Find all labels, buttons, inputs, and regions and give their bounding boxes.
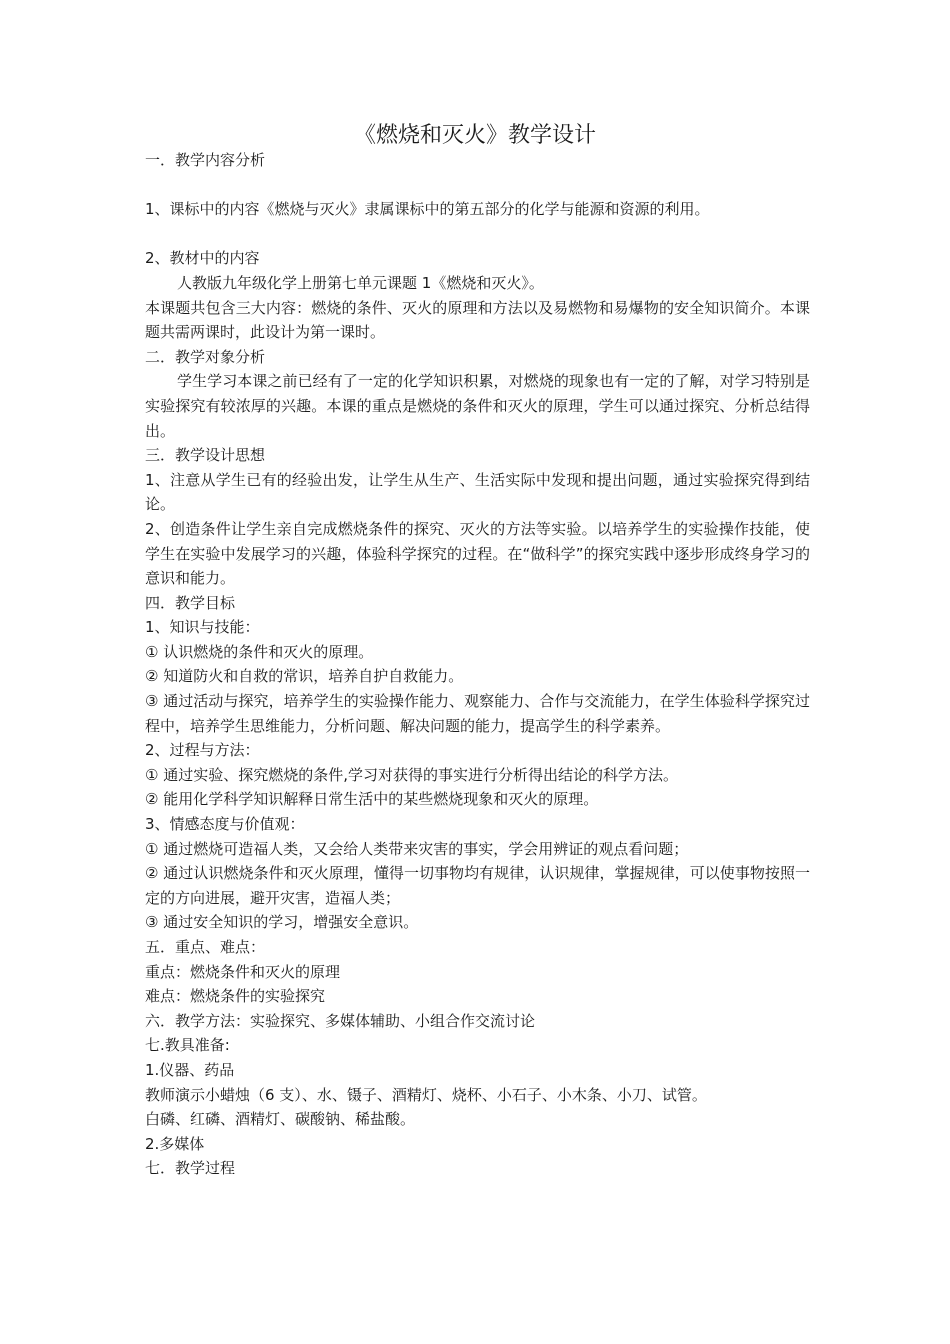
objective-item: ③ 通过安全知识的学习，增强安全意识。 <box>145 913 419 932</box>
section-heading-teaching-aids: 七.教具准备: <box>145 1036 230 1055</box>
subheading-process-methods: 2、过程与方法： <box>145 741 260 760</box>
objective-item: ③ 通过活动与探究，培养学生的实验操作能力、观察能力、合作与交流能力，在学生体验科学探究过程中，培养学生思维能力，分析问题、解决问题的能力，提高学生的科学素养。 <box>145 692 810 735</box>
subheading-multimedia: 2.多媒体 <box>145 1134 205 1153</box>
paragraph-student-analysis: 学生学习本课之前已经有了一定的化学知识积累，对燃烧的现象也有一定的了解，对学习特别是实验探究有较浓厚的兴趣。本课的重点是燃烧的条件和灭火的原理，学生可以通过探究、分析总结得出。 <box>145 372 810 440</box>
objective-item: ② 知道防火和自救的常识，培养自护自救能力。 <box>145 667 464 686</box>
objective-item: ① 认识燃烧的条件和灭火的原理。 <box>145 642 374 661</box>
paragraph-instrument-list: 教师演示小蜡烛（6 支）、水、镊子、酒精灯、烧杯、小石子、小木条、小刀、试管。 <box>145 1085 707 1104</box>
paragraph-topic-summary: 本课题共包含三大内容：燃烧的条件、灭火的原理和方法以及易燃物和易爆物的安全知识简介。本课题共需两课时，此设计为第一课时。 <box>145 298 810 342</box>
objective-item: ② 能用化学科学知识解释日常生活中的某些燃烧现象和灭火的原理。 <box>145 790 599 809</box>
paragraph-textbook-edition: 人教版九年级化学上册第七单元课题 1《燃烧和灭火》。 <box>177 273 544 292</box>
paragraph-chemical-list: 白磷、红磷、酒精灯、碳酸钠、稀盐酸。 <box>145 1110 416 1129</box>
objective-item: ② 通过认识燃烧条件和灭火原理，懂得一切事物均有规律，认识规律，掌握规律，可以使事物按照一定的方向进展，避开灾害，造福人类； <box>145 864 810 907</box>
section-heading-objectives: 四．教学目标 <box>145 593 236 612</box>
subheading-instruments: 1.仪器、药品 <box>145 1060 235 1079</box>
subheading-textbook-content: 2、教材中的内容 <box>145 249 260 268</box>
blank-line <box>145 173 810 198</box>
document-body <box>145 148 810 1181</box>
section-heading-key-points: 五．重点、难点： <box>145 938 266 956</box>
objective-item: ① 通过实验、探究燃烧的条件,学习对获得的事实进行分析得出结论的科学方法。 <box>145 765 678 784</box>
difficult-point: 难点：燃烧条件的实验探究 <box>145 987 326 1006</box>
objective-item: ① 通过燃烧可造福人类，又会给人类带来灾害的事实，学会用辨证的观点看问题； <box>145 839 689 858</box>
paragraph-design-idea-2: 2、创造条件让学生亲自完成燃烧条件的探究、灭火的方法等实验。以培养学生的实验操作技能，使学生在实验中发展学习的兴趣，体验科学探究的过程。在“做科学”的探究实践中逐步形成终身学习的意识和能力。 <box>145 519 810 588</box>
section-heading-content-analysis: 一．教学内容分析 <box>145 151 266 169</box>
section-heading-student-analysis: 二．教学对象分析 <box>145 347 266 366</box>
paragraph-curriculum-content: 1、课标中的内容《燃烧与灭火》隶属课标中的第五部分的化学与能源和资源的利用。 <box>145 200 710 219</box>
subheading-attitudes-values: 3、情感态度与价值观： <box>145 815 305 834</box>
subheading-knowledge-skills: 1、知识与技能： <box>145 618 260 637</box>
paragraph-design-idea-1: 1、注意从学生已有的经验出发，让学生从生产、生活实际中发现和提出问题，通过实验探究得到结论。 <box>145 470 810 514</box>
document-title: 《燃烧和灭火》教学设计 <box>353 123 596 148</box>
section-teaching-methods: 六．教学方法：实验探究、多媒体辅助、小组合作交流讨论 <box>145 1011 536 1030</box>
blank-line <box>145 222 810 247</box>
key-point: 重点：燃烧条件和灭火的原理 <box>145 962 341 981</box>
section-heading-teaching-process: 七．教学过程 <box>145 1159 236 1178</box>
section-heading-design-idea: 三．教学设计思想 <box>145 446 266 465</box>
